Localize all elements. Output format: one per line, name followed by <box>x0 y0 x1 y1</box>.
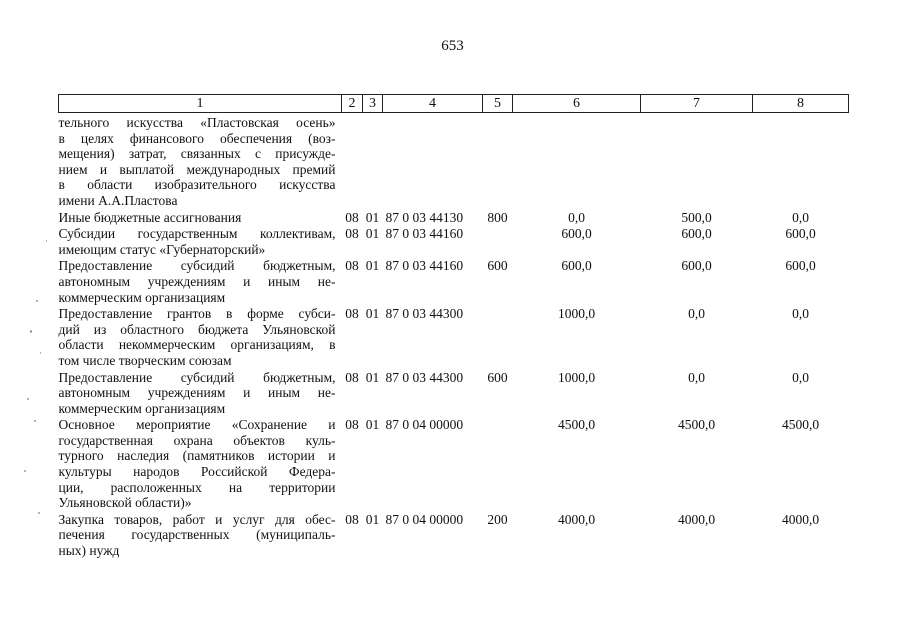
row-target-article: 87 0 03 44300 <box>385 369 464 385</box>
row-name-line: имени А.А.Пластова <box>58 192 178 208</box>
row-name-line: Субсидии государственным коллективам, <box>58 226 336 242</box>
header-col-6: 6 <box>513 95 641 113</box>
budget-table <box>58 94 849 559</box>
table-row <box>59 369 849 417</box>
row-amount-col7: 4500,0 <box>677 417 716 433</box>
row-name-line: Основное мероприятие «Сохранение и <box>58 417 336 433</box>
row-name-line: турного наследия (памятников истории и <box>58 448 336 464</box>
row-amount-col6: 1000,0 <box>557 369 596 385</box>
row-amount-col6: 1000,0 <box>557 306 596 322</box>
header-col-4: 4 <box>383 95 483 113</box>
row-name-line: автономным учреждениям и иным не- <box>58 385 336 401</box>
row-section-code: 08 <box>345 417 359 433</box>
row-amount-col6: 4500,0 <box>557 417 596 433</box>
row-target-article: 87 0 04 00000 <box>385 511 464 527</box>
row-amount-col8: 0,0 <box>792 306 809 322</box>
row-name-line: государственная охрана объектов куль- <box>58 432 336 448</box>
row-subsection-code: 01 <box>365 369 380 385</box>
row-expense-type <box>483 225 513 257</box>
table-row <box>59 416 849 511</box>
row-name-line: мещения) затрат, связанных с присужде- <box>58 146 336 162</box>
row-expense-type <box>483 305 513 368</box>
row-name-line: Ульяновской области)» <box>58 495 192 511</box>
row-subsection-code <box>363 113 383 209</box>
table-row <box>59 511 849 559</box>
row-name-line: ции, расположенных на территории <box>58 479 336 495</box>
row-name <box>59 225 342 257</box>
table-row <box>59 225 849 257</box>
row-amount-col6: 600,0 <box>561 226 592 242</box>
row-amount-col6 <box>513 113 641 209</box>
table-row <box>59 113 849 209</box>
row-subsection-code: 01 <box>365 209 380 225</box>
row-amount-col6: 4000,0 <box>557 511 596 527</box>
row-subsection-code: 01 <box>365 306 380 322</box>
row-name <box>59 511 342 559</box>
header-col-3: 3 <box>363 95 383 113</box>
row-amount-col8: 600,0 <box>785 226 816 242</box>
row-section-code: 08 <box>345 369 359 385</box>
row-expense-type <box>483 416 513 511</box>
row-expense-type: 600 <box>487 258 508 274</box>
row-amount-col8: 4000,0 <box>781 511 820 527</box>
row-name-line: том числе творческим союзам <box>58 352 232 368</box>
row-amount-col6: 0,0 <box>568 209 585 225</box>
row-name-line: культуры народов Российской Федера- <box>58 464 336 480</box>
row-subsection-code: 01 <box>365 511 380 527</box>
table-row <box>59 305 849 368</box>
row-subsection-code: 01 <box>365 226 380 242</box>
row-target-article: 87 0 03 44300 <box>385 306 464 322</box>
row-name <box>59 369 342 417</box>
row-target-article: 87 0 03 44160 <box>385 226 464 242</box>
row-name-line: тельного искусства «Пластовская осень» <box>58 115 336 130</box>
header-col-1: 1 <box>59 95 342 113</box>
header-col-7: 7 <box>641 95 753 113</box>
row-section-code: 08 <box>345 226 359 242</box>
row-amount-col6: 600,0 <box>561 258 592 274</box>
row-amount-col7: 600,0 <box>681 258 712 274</box>
row-subsection-code: 01 <box>365 417 380 433</box>
row-name <box>59 305 342 368</box>
row-target-article: 87 0 04 00000 <box>385 417 464 433</box>
row-name-line: печения государственных (муниципаль- <box>58 527 336 543</box>
row-name-line: ных) нужд <box>58 543 120 559</box>
row-section-code <box>342 113 363 209</box>
row-name-line: области некоммерческим организациям, в <box>58 337 336 353</box>
row-name <box>59 209 342 226</box>
row-name-line: коммерческим организациям <box>58 289 226 305</box>
row-name-line: в области изобразительного искусства <box>58 177 336 193</box>
row-amount-col7: 600,0 <box>681 226 712 242</box>
row-name-line: Иные бюджетные ассигнования <box>58 209 242 225</box>
row-amount-col8: 600,0 <box>785 258 816 274</box>
row-name-line: нием и выплатой международных премий <box>58 161 336 177</box>
table-row <box>59 257 849 305</box>
row-amount-col7: 0,0 <box>688 369 705 385</box>
row-amount-col7: 0,0 <box>688 306 705 322</box>
row-amount-col8 <box>753 113 849 209</box>
header-col-5: 5 <box>483 95 513 113</box>
header-col-8: 8 <box>753 95 849 113</box>
row-name-line: Предоставление грантов в форме субси- <box>58 306 336 322</box>
row-name-line: Предоставление субсидий бюджетным, <box>58 258 336 274</box>
row-expense-type: 200 <box>487 511 508 527</box>
row-name-line: в целях финансового обеспечения (воз- <box>58 130 336 146</box>
row-name-line: коммерческим организациям <box>58 400 226 416</box>
row-amount-col7 <box>641 113 753 209</box>
row-section-code: 08 <box>345 511 359 527</box>
page-number: 653 <box>441 38 464 54</box>
header-col-2: 2 <box>342 95 363 113</box>
row-name-line: имеющим статус «Губернаторский» <box>58 241 266 257</box>
row-name-line: автономным учреждениям и иным не- <box>58 273 336 289</box>
row-expense-type: 800 <box>487 209 508 225</box>
table-row <box>59 209 849 226</box>
row-expense-type: 600 <box>487 369 508 385</box>
row-target-article <box>383 113 483 209</box>
row-name-line: дий из областного бюджета Ульяновской <box>58 321 336 337</box>
row-name-line: Предоставление субсидий бюджетным, <box>58 369 336 385</box>
row-amount-col8: 0,0 <box>792 369 809 385</box>
row-target-article: 87 0 03 44130 <box>385 209 464 225</box>
row-name <box>59 257 342 305</box>
row-name-line: Закупка товаров, работ и услуг для обес- <box>58 511 336 527</box>
row-amount-col7: 500,0 <box>681 209 712 225</box>
row-target-article: 87 0 03 44160 <box>385 258 464 274</box>
row-amount-col8: 0,0 <box>792 209 809 225</box>
row-section-code: 08 <box>345 258 359 274</box>
table-body <box>59 113 849 559</box>
row-expense-type <box>483 113 513 209</box>
row-amount-col7: 4000,0 <box>677 511 716 527</box>
row-subsection-code: 01 <box>365 258 380 274</box>
row-section-code: 08 <box>345 209 359 225</box>
row-name <box>59 113 342 209</box>
row-amount-col8: 4500,0 <box>781 417 820 433</box>
table-header <box>59 95 849 113</box>
row-section-code: 08 <box>345 306 359 322</box>
row-name <box>59 416 342 511</box>
